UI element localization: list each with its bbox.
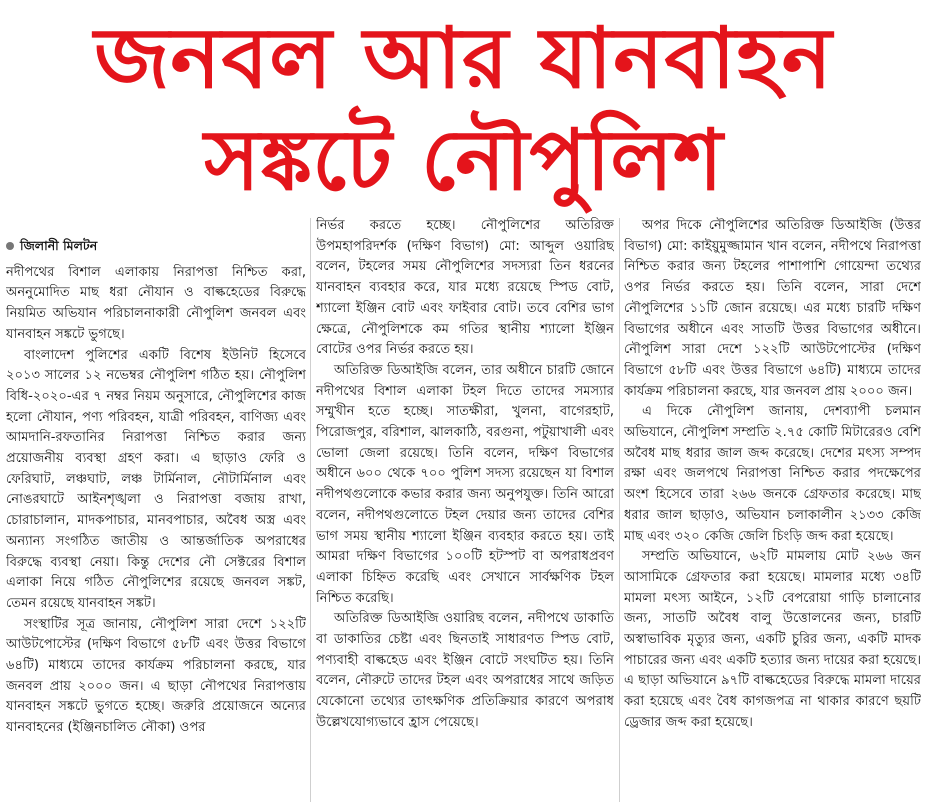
article-column-3 [624, 216, 921, 802]
paragraph: এ দিকে নৌপুলিশ জানায়, দেশব্যাপী চলমান অভিযানে, নৌপুলিশ সম্প্রতি ২.৭৫ কোটি মিটারেরও বেশি অবৈধ মাছ ধরার জাল জব্দ করেছে। দেশের মৎস্য সম্পদ রক্ষা এবং জলপথে নিরাপত্তা নিশ্চিত করার পদক্ষেপের অংশ হিসেবে তারা ২৬৬ জনকে গ্রেফতার করেছে। মাছ ধরার জাল ছাড়াও, অভিযান চলাকালীন ২১৩৩ কেজি মাছ এবং ৩২০ কেজি জেলি চিংড়ি জব্দ করা হয়েছে। [624, 404, 921, 544]
paragraph: নির্ভর করতে হচ্ছে। নৌপুলিশের অতিরিক্ত উপমহাপরিদর্শক (দক্ষিণ বিভাগ) মো: আব্দুল ওয়ারিছ বলেন, টহলের সময় নৌপুলিশের সদস্যরা তিন ধরনের যানবাহন ব্যবহার করে, যার মধ্যে রয়েছে স্পিড বোট, শ্যালো ইঞ্জিন বোট এবং ফাইবার বোট। তবে বেশির ভাগ ক্ষেত্রে, নৌপুলিশকে কম গতির স্থানীয় শ্যালো ইঞ্জিন বোটের ওপর নির্ভর করতে হয়। [316, 218, 614, 358]
paragraph: বাংলাদেশ পুলিশের একটি বিশেষ ইউনিট হিসেবে ২০১৩ সালের ১২ নভেম্বর নৌপুলিশ গঠিত হয়। নৌপুলিশ বিধি-২০২০-এর ৭ নম্বর নিয়ম অনুসারে, নৌপুলিশের কাজ হলো নৌযান, পণ্য পরিবহন, যাত্রী পরিবহন, বাণিজ্য এবং আমদানি-রফতানির নিরাপত্তা নিশ্চিত করার জন্য প্রয়োজনীয় ব্যবস্থা গ্রহণ করা। এ ছাড়াও ফেরি ও ফেরিঘাট, লঞ্চঘাট, লঞ্চ টার্মিনাল, নৌটার্মিনাল এবং নোঙরঘাটে আইনশৃঙ্খলা ও নিরাপত্তা বজায় রাখা, চোরাচালান, মাদকপাচার, মানবপাচার, অবৈধ অস্ত্র এবং অন্যান্য সংগঠিত জাতীয় ও আন্তর্জাতিক অপরাধের বিরুদ্ধে ব্যবস্থা নেয়া। কিন্তু দেশের নৌ সেক্টরের বিশাল এলাকা নিয়ে গঠিত নৌপুলিশের রয়েছে জনবল সঙ্কট, তেমন রয়েছে যানবাহন সঙ্কট। [6, 347, 306, 611]
paragraph: অতিরিক্ত ডিআইজি ওয়ারিছ বলেন, নদীপথে ডাকাতি বা ডাকাতির চেষ্টা এবং ছিনতাই সাধারণত স্পিড বোট, পণ্যবাহী বাল্কহেড এবং ইঞ্জিন বোটে সংঘটিত হয়। তিনি বলেন, নৌরুটে তাদের টহল এবং অপরাধের সাথে জড়িত যেকোনো তথ্যের তাৎক্ষণিক প্রতিক্রিয়ার কারণে অপরাধ উল্লেখযোগ্যভাবে হ্রাস পেয়েছে। [316, 611, 614, 730]
bullet-icon [6, 242, 14, 250]
article-column-1 [6, 232, 306, 802]
byline [6, 236, 306, 257]
paragraph: অপর দিকে নৌপুলিশের অতিরিক্ত ডিআইজি (উত্তর বিভাগ) মো: কাইয়ুমুজ্জামান খান বলেন, নদীপথে নিরাপত্তা নিশ্চিত করার জন্য টহলের পাশাপাশি গোয়েন্দা তথ্যের ওপর নির্ভর করতে হয়। তিনি বলেন, সারা দেশে নৌপুলিশের ১১টি জোন রয়েছে। এর মধ্যে চারটি দক্ষিণ বিভাগের অধীনে এবং সাতটি উত্তর বিভাগের অধীনে। নৌপুলিশ সারা দেশে ১২২টি আউটপোস্টের (দক্ষিণ বিভাগে ৫৮টি এবং উত্তর বিভাগে ৬৪টি) মাধ্যমে তাদের কার্যক্রম পরিচালনা করছে, যার জনবল প্রায় ২০০০ জন। [624, 218, 921, 399]
author-name: জিলানী মিলটন [20, 238, 98, 253]
article-column-2 [316, 216, 614, 802]
headline-line-1: জনবল আর যানবাহন [94, 9, 833, 107]
column-divider [310, 218, 311, 802]
paragraph: সম্প্রতি অভিযানে, ৬২টি মামলায় মোট ২৬৬ জন আসামিকে গ্রেফতার করা হয়েছে। মামলার মধ্যে ৩৪টি মামলা মৎস্য আইনে, ১২টি বেপরোয়া গাড়ি চালানোর জন্য, সাতটি অবৈধ বালু উত্তোলনের জন্য, চারটি অস্বাভাবিক মৃত্যুর জন্য, একটি চুরির জন্য, একটি মাদক পাচারের জন্য এবং একটি হত্যার জন্য দায়ের করা হয়েছে। এ ছাড়া অভিযানে ৯৭টি বাল্কহেডের বিরুদ্ধে মামলা দায়ের করা হয়েছে এবং বৈধ কাগজপত্র না থাকার কারণে ছয়টি ড্রেজার জব্দ করা হয়েছে। [624, 549, 921, 730]
column-divider [619, 218, 620, 802]
headline-line-2: সঙ্কটে নৌপুলিশ [204, 111, 723, 209]
paragraph: নদীপথের বিশাল এলাকায় নিরাপত্তা নিশ্চিত করা, অননুমোদিত মাছ ধরা নৌযান ও বাল্কহেডের বিরুদ্ধে নিয়মিত অভিযান পরিচালনাকারী নৌপুলিশ জনবল এবং যানবাহন সঙ্কটে ভুগছে। [6, 264, 306, 342]
paragraph: সংস্থাটির সূত্র জানায়, নৌপুলিশ সারা দেশে ১২২টি আউটপোস্টের (দক্ষিণ বিভাগে ৫৮টি এবং উত্তর বিভাগে ৬৪টি) মাধ্যমে তাদের কার্যক্রম পরিচালনা করছে, যার জনবল প্রায় ২০০০ জন। এ ছাড়া নৌপথের নিরাপত্তায় যানবাহন সঙ্কটে ভুগতে হচ্ছে। জরুরি প্রয়োজনে অন্যের যানবাহনের (ইঞ্জিনচালিত নৌকা) ওপর [6, 616, 306, 736]
paragraph: অতিরিক্ত ডিআইজি বলেন, তার অধীনে চারটি জোনে নদীপথের বিশাল এলাকা টহল দিতে তাদের সমস্যার সম্মুখীন হতে হচ্ছে। সাতক্ষীরা, খুলনা, বাগেরহাট, পিরোজপুর, বরিশাল, ঝালকাঠি, বরগুনা, পটুয়াখালী এবং ভোলা জেলা রয়েছে। তিনি বলেন, দক্ষিণ বিভাগের অধীনে ৬০০ থেকে ৭০০ পুলিশ সদস্য রয়েছেন যা বিশাল নদীপথগুলোকে কভার করার জন্য অনুপযুক্ত। তিনি আরো বলেন, নদীপথগুলোতে টহল দেয়ার জন্য তাদের বেশির ভাগ সময় স্থানীয় শ্যালো ইঞ্জিন ব্যবহার করতে হয়। তাই আমরা দক্ষিণ বিভাগের ১০০টি হটস্পট বা অপরাধপ্রবণ এলাকা চিহ্নিত করেছি এবং সেখানে সার্বক্ষণিক টহল নিশ্চিত করেছি। [316, 362, 614, 606]
